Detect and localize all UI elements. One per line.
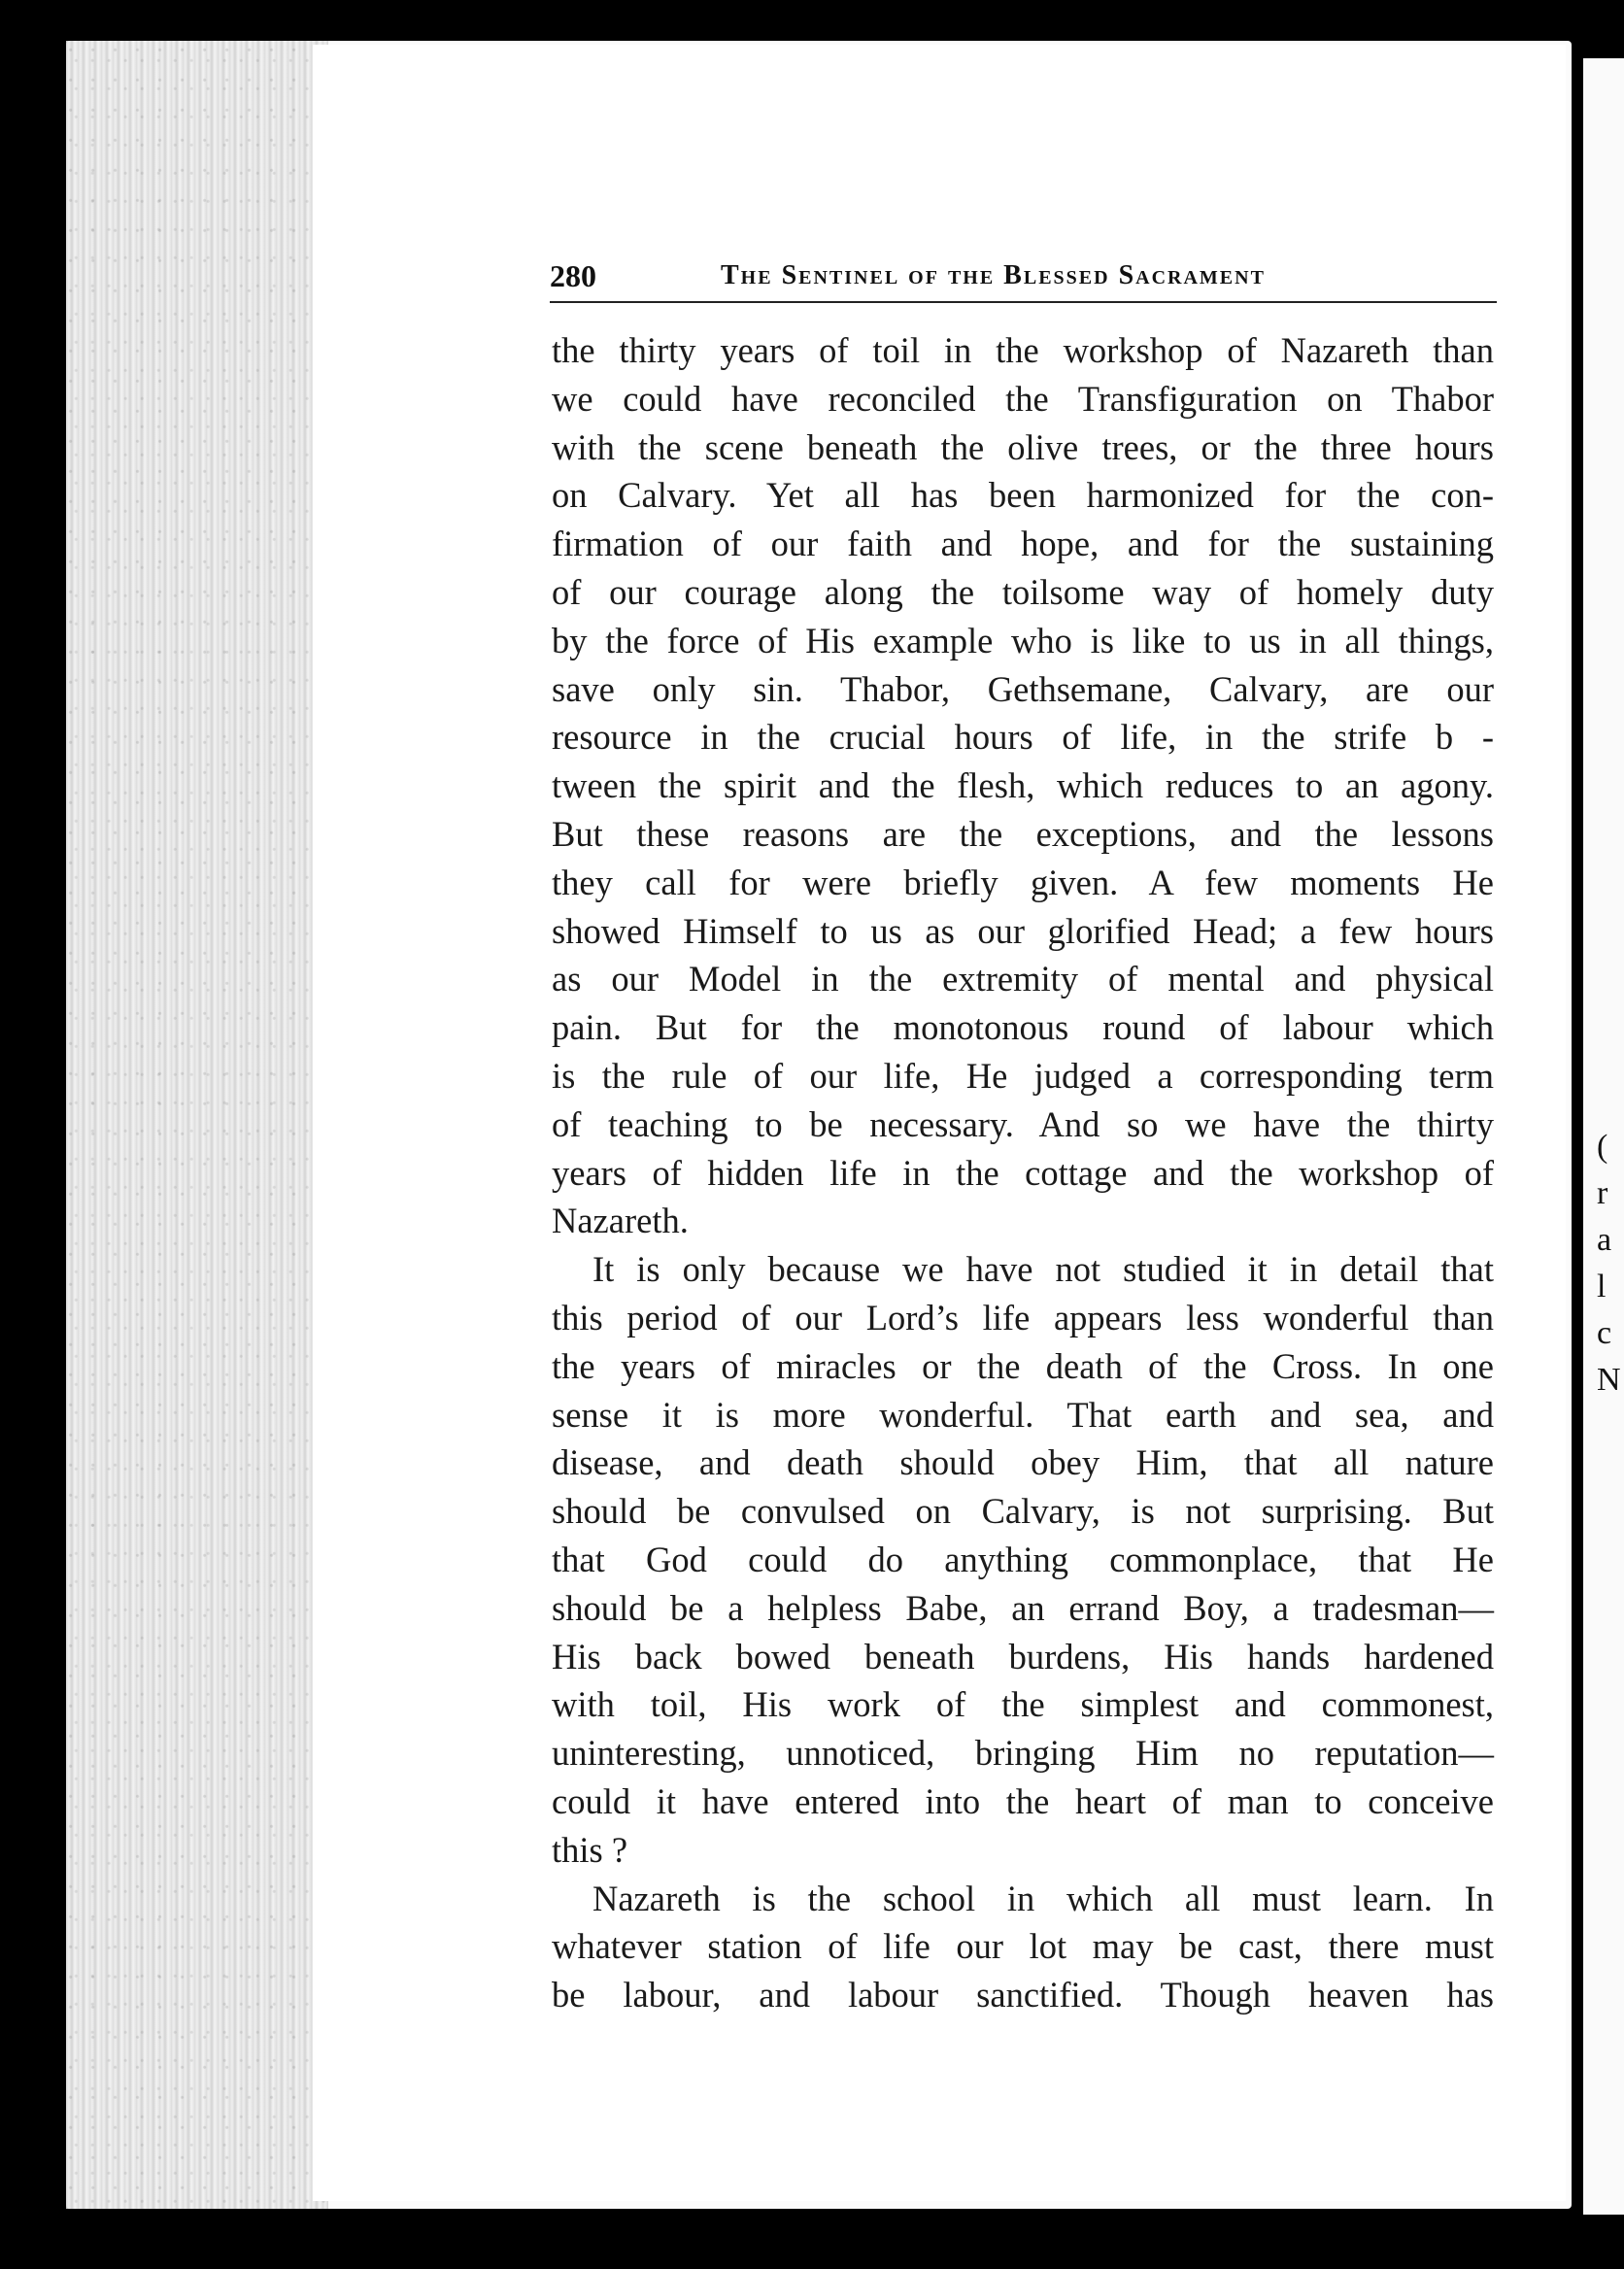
- text-line: is the rule of our life, He judged a corresponding term: [552, 1055, 1494, 1096]
- text-line: with toil, His work of the simplest and commonest,: [552, 1684, 1494, 1725]
- text-line: disease, and death should obey Him, that all nature: [552, 1442, 1494, 1483]
- text-line: uninteresting, unnoticed, bringing Him no reputation—: [552, 1733, 1494, 1774]
- text-line: on Calvary. Yet all has been harmonized for the con-: [552, 475, 1494, 516]
- adjacent-page-fragment: r: [1597, 1175, 1608, 1211]
- text-line: whatever station of life our lot may be cast, there must: [552, 1926, 1494, 1967]
- paragraph: [552, 1245, 1494, 1874]
- header-rule: [550, 301, 1497, 303]
- text-line: firmation of our faith and hope, and for the sustaining: [552, 524, 1494, 564]
- text-line: resource in the crucial hours of life, in the strife b -: [552, 717, 1494, 758]
- text-line: But these reasons are the exceptions, and the lessons: [552, 813, 1494, 854]
- text-line: be labour, and labour sanctified. Though heaven has: [552, 1975, 1494, 2015]
- text-line: Nazareth.: [552, 1201, 689, 1241]
- text-line: could it have entered into the heart of man to conceive: [552, 1780, 1494, 1821]
- text-line: the years of miracles or the death of the Cross. In one: [552, 1345, 1494, 1386]
- text-line: of our courage along the toilsome way of homely duty: [552, 571, 1494, 612]
- page-edges: [66, 41, 328, 2209]
- body-text: [552, 326, 1494, 2019]
- adjacent-page-fragment: N: [1597, 1362, 1621, 1398]
- paragraph: [552, 326, 1494, 1245]
- text-line: His back bowed beneath burdens, His hands hardened: [552, 1636, 1494, 1676]
- text-line: tween the spirit and the flesh, which reduces to an agony.: [552, 765, 1494, 806]
- text-line: of teaching to be necessary. And so we have the thirty: [552, 1103, 1494, 1144]
- text-line: sense it is more wonderful. That earth and sea, and: [552, 1394, 1494, 1435]
- text-line: pain. But for the monotonous round of labour which: [552, 1007, 1494, 1048]
- text-line: they call for were briefly given. A few moments He: [552, 862, 1494, 902]
- text-line: the thirty years of toil in the workshop of Nazareth than: [552, 330, 1494, 370]
- adjacent-page-fragment: (: [1597, 1129, 1608, 1165]
- text-line: this ?: [552, 1829, 628, 1870]
- text-line: by the force of His example who is like to us in all things,: [552, 620, 1494, 660]
- adjacent-page-fragment: c: [1597, 1315, 1612, 1351]
- page-number: 280: [550, 258, 596, 293]
- running-title: The Sentinel of the Blessed Sacrament: [721, 260, 1266, 290]
- text-line: save only sin. Thabor, Gethsemane, Calvary, are our: [552, 668, 1494, 709]
- text-line: we could have reconciled the Transfiguration on Thabor: [552, 378, 1494, 419]
- adjacent-page-fragment: l: [1597, 1269, 1607, 1304]
- text-line: with the scene beneath the olive trees, or the three hours: [552, 426, 1494, 467]
- text-line: It is only because we have not studied it in detail that: [592, 1249, 1494, 1290]
- text-line: this period of our Lord’s life appears less wonderful than: [552, 1297, 1494, 1338]
- paragraph: [552, 1875, 1494, 2019]
- adjacent-page-edge: [1583, 58, 1624, 2215]
- text-line: showed Himself to us as our glorified Head; a few hours: [552, 910, 1494, 951]
- text-line: as our Model in the extremity of mental and physical: [552, 959, 1494, 999]
- text-line: Nazareth is the school in which all must learn. In: [592, 1878, 1494, 1918]
- text-line: should be a helpless Babe, an errand Boy, a tradesman—: [552, 1587, 1494, 1628]
- running-header: [550, 258, 1521, 303]
- text-line: that God could do anything commonplace, that He: [552, 1539, 1494, 1579]
- text-line: years of hidden life in the cottage and the workshop of: [552, 1152, 1494, 1193]
- text-line: should be convulsed on Calvary, is not surprising. But: [552, 1491, 1494, 1532]
- adjacent-page-fragment: a: [1597, 1222, 1612, 1258]
